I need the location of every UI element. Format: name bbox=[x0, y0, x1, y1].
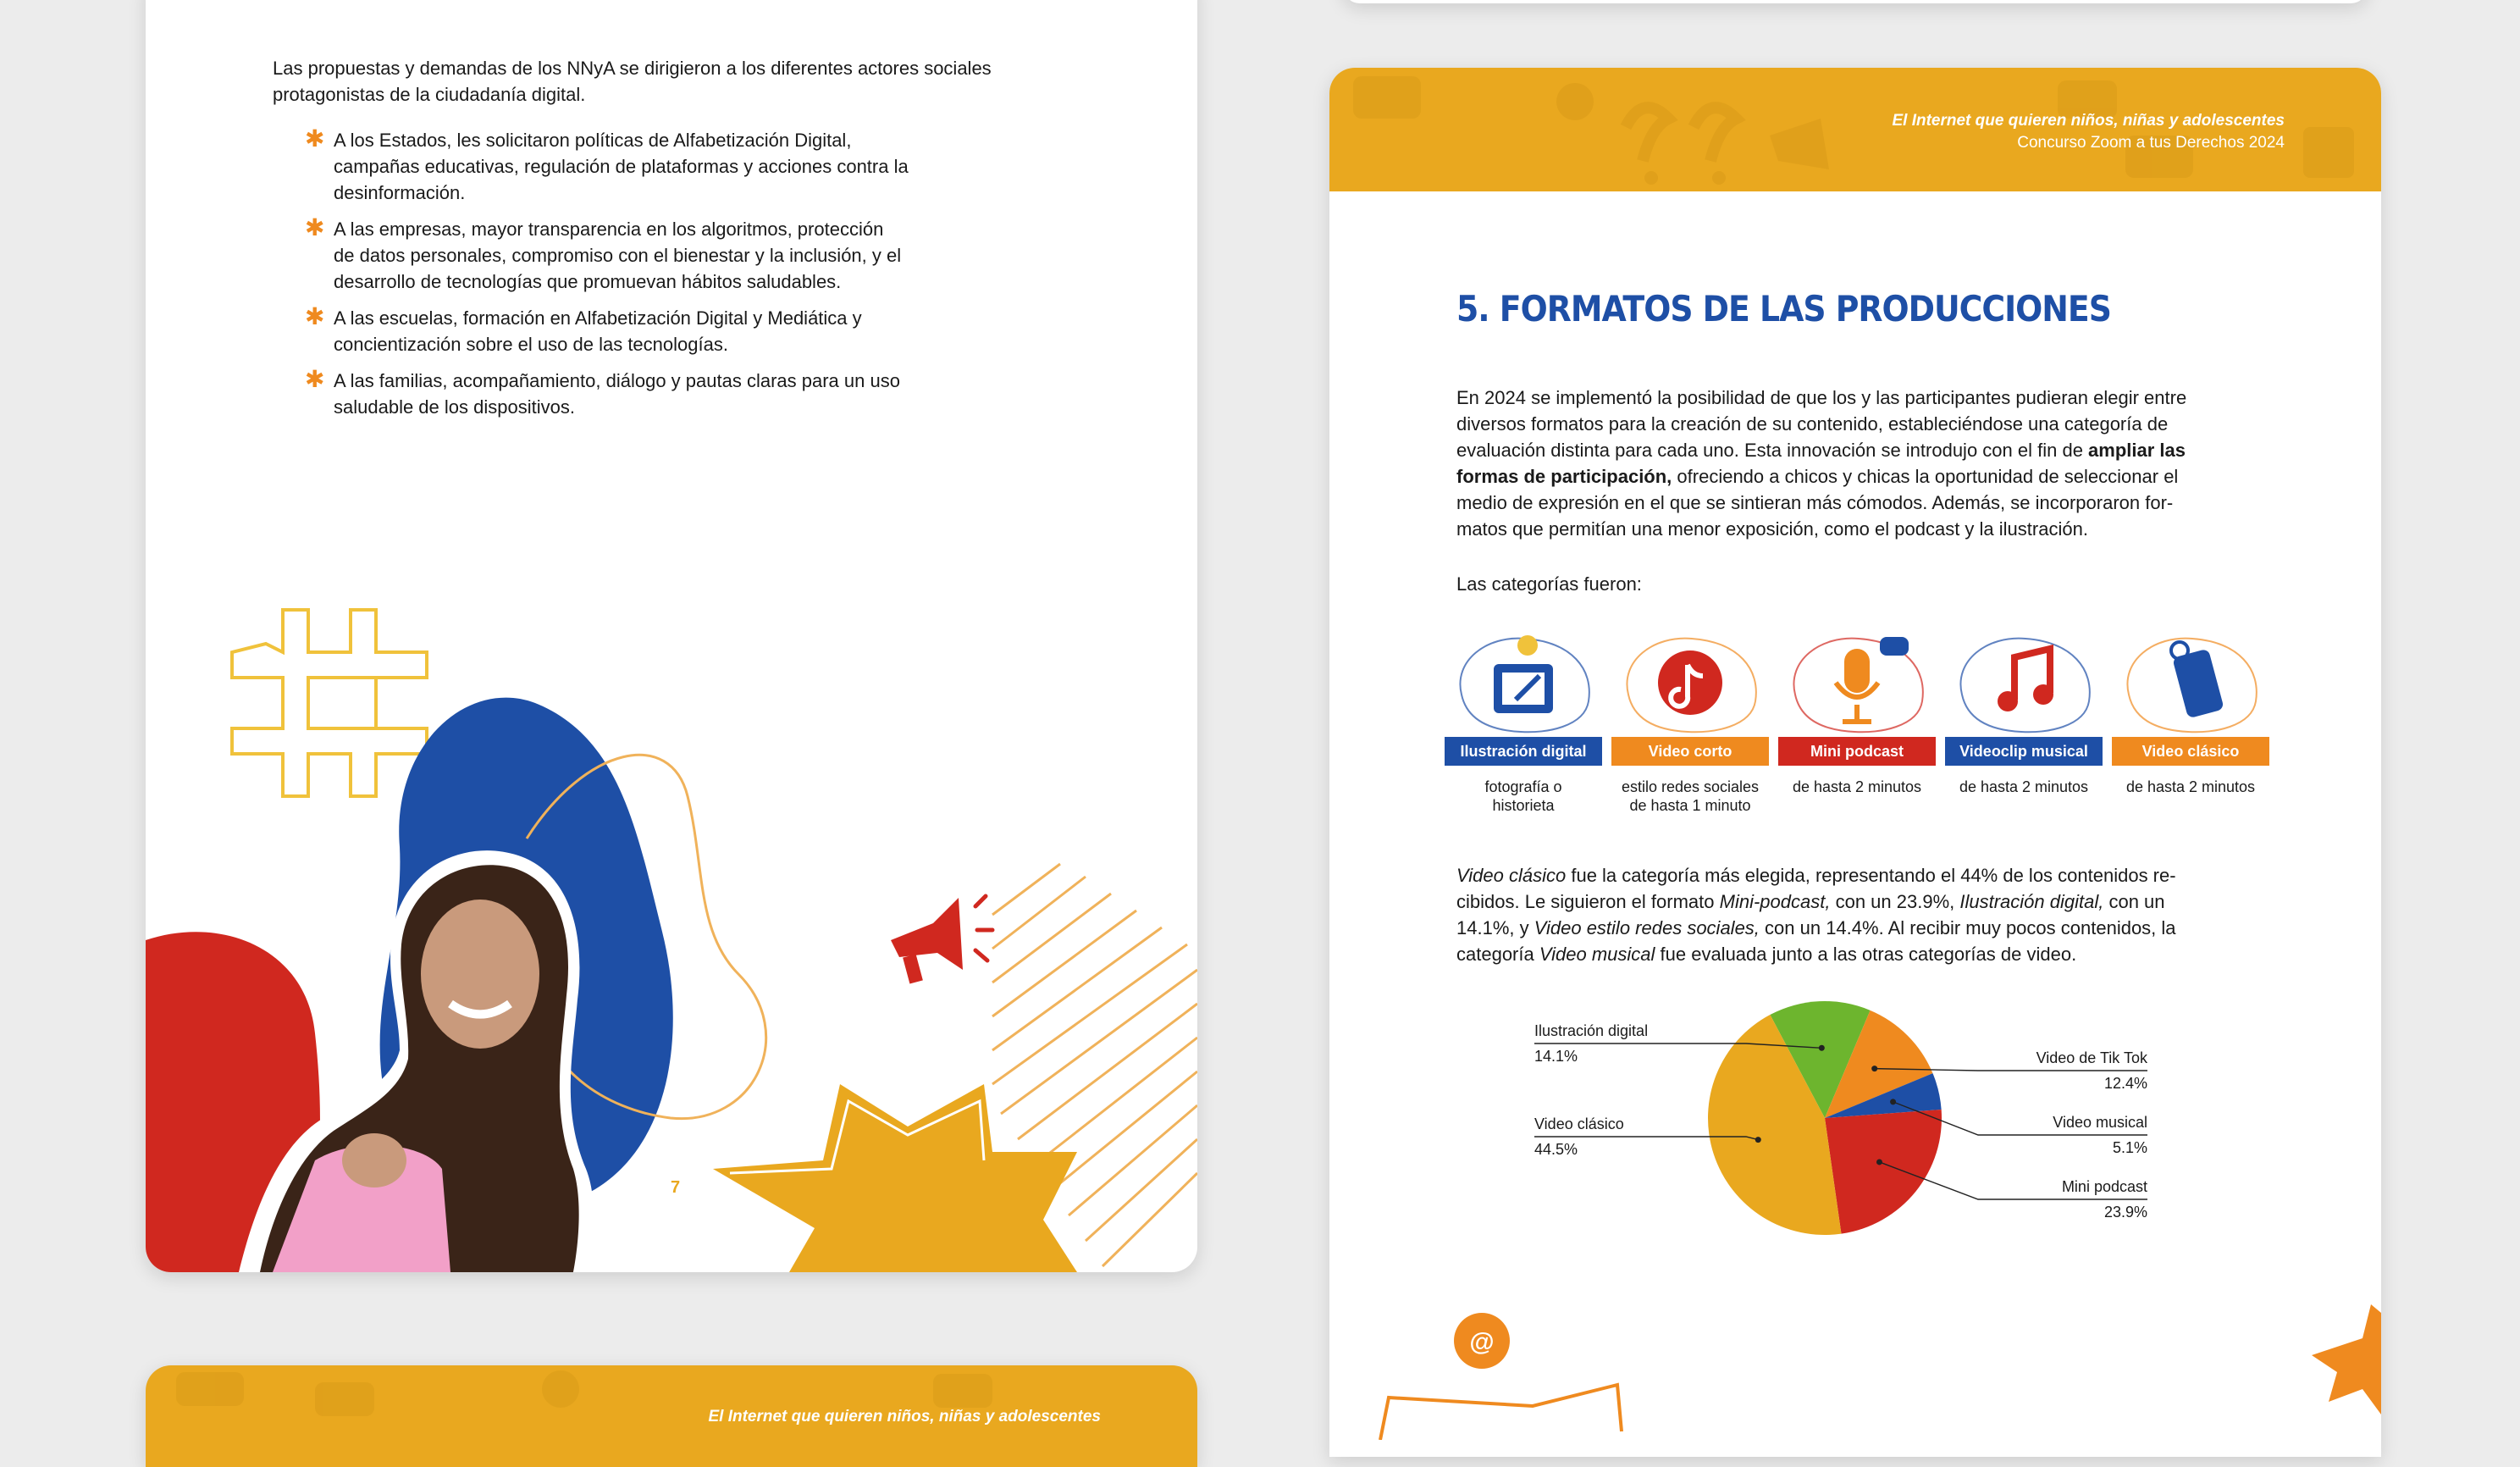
pie-label-name: Video clásico bbox=[1534, 1115, 1624, 1132]
bullet-line: saludable de los dispositivos. bbox=[334, 396, 575, 418]
pie-label-name: Video de Tik Tok bbox=[2036, 1049, 2147, 1066]
text-span: categoría bbox=[1456, 944, 1539, 965]
italic-span: Video clásico bbox=[1456, 865, 1567, 886]
pie-leader-dot bbox=[1871, 1066, 1877, 1071]
category-description bbox=[1611, 778, 1769, 815]
previous-page-edge bbox=[1343, 0, 2368, 3]
star-shape bbox=[713, 1084, 1077, 1272]
at-symbol: @ bbox=[1469, 1328, 1495, 1356]
category-card bbox=[1945, 627, 2103, 796]
document-header-title bbox=[1892, 110, 2285, 154]
category-sub-line: de hasta 1 minuto bbox=[1629, 797, 1751, 814]
bullet-line: desarrollo de tecnologías que promuevan hábitos saludables. bbox=[334, 271, 842, 292]
text-line bbox=[1456, 941, 2176, 967]
category-card bbox=[1778, 627, 1936, 796]
left-page bbox=[146, 0, 1197, 1272]
text-line bbox=[1456, 889, 2176, 915]
category-sub-line: estilo redes sociales bbox=[1621, 778, 1760, 795]
asterisk-icon: ✱ bbox=[305, 214, 325, 241]
pie-label-value: 5.1% bbox=[2112, 1139, 2147, 1156]
asterisk-icon: ✱ bbox=[305, 125, 325, 152]
category-card bbox=[2112, 627, 2269, 796]
asterisk-icon: ✱ bbox=[305, 303, 325, 329]
text-line: En 2024 se implementó la posibilidad de que los y las participantes pudieran elegir entre bbox=[1456, 387, 2187, 408]
categories-intro: Las categorías fueron: bbox=[1456, 573, 1642, 595]
next-page-header bbox=[146, 1365, 1197, 1467]
header-line: Concurso Zoom a tus Derechos 2024 bbox=[2017, 134, 2285, 152]
pie-chart bbox=[1329, 999, 2381, 1279]
category-sub-line: de hasta 2 minutos bbox=[1792, 778, 1922, 795]
hashtag-icon bbox=[232, 610, 427, 796]
music-note-icon bbox=[1945, 627, 2103, 737]
category-sub-line: historieta bbox=[1492, 797, 1555, 814]
header-line: El Internet que quieren niños, niñas y adolescentes bbox=[708, 1408, 1101, 1425]
category-sub-line: fotografía o bbox=[1484, 778, 1562, 795]
decorative-illustration bbox=[146, 0, 1197, 1272]
pie-label bbox=[2036, 1045, 2147, 1096]
intro-line: Las propuestas y demandas de los NNyA se dirigieron a los diferentes actores sociales bbox=[273, 58, 992, 79]
phone-icon bbox=[2112, 627, 2269, 737]
pie-label bbox=[2053, 1110, 2147, 1160]
pie-leader-dot bbox=[1876, 1159, 1882, 1165]
bullet-line: A los Estados, les solicitaron políticas de Alfabetización Digital, bbox=[334, 130, 852, 151]
text-span: evaluación distinta para cada uno. Esta innovación se introdujo con el fin de bbox=[1456, 440, 2089, 461]
text-line bbox=[1456, 437, 2186, 463]
bullet-line: A las escuelas, formación en Alfabetización Digital y Mediática y bbox=[334, 307, 862, 329]
category-description bbox=[1445, 778, 1602, 815]
text-span: fue la categoría más elegida, representando el 44% de los contenidos re- bbox=[1566, 865, 2176, 886]
megaphone-icon bbox=[891, 896, 992, 984]
pie-label-value: 44.5% bbox=[1534, 1141, 1578, 1158]
text-line bbox=[1456, 463, 2186, 490]
category-label: Videoclip musical bbox=[1945, 737, 2103, 766]
category-card bbox=[1445, 627, 1602, 815]
bullet-line: campañas educativas, regulación de plataformas y acciones contra la bbox=[334, 156, 909, 177]
italic-span: Video estilo redes sociales, bbox=[1534, 917, 1760, 938]
pie-label-name: Video musical bbox=[2053, 1114, 2147, 1131]
text-line bbox=[1456, 915, 2176, 941]
page-number: 7 bbox=[671, 1178, 681, 1197]
text-line: diversos formatos para la creación de su contenido, estableciéndose una categoría de bbox=[1456, 413, 2169, 435]
header-band bbox=[1329, 68, 2381, 191]
bottom-decoration bbox=[1329, 1304, 2381, 1440]
pie-label-value: 23.9% bbox=[2103, 1204, 2147, 1221]
pie-slice bbox=[1825, 1110, 1942, 1234]
intro-line: protagonistas de la ciudadanía digital. bbox=[273, 84, 586, 105]
text-span: 14.1%, y bbox=[1456, 917, 1534, 938]
bullet-line: A las familias, acompañamiento, diálogo y pautas claras para un uso bbox=[334, 370, 900, 391]
text-span: fue evaluada junto a las otras categorías de video. bbox=[1655, 944, 2077, 965]
header-line: El Internet que quieren niños, niñas y adolescentes bbox=[1892, 112, 2285, 130]
section-title: 5. FORMATOS DE LAS PRODUCCIONES bbox=[1456, 288, 2111, 329]
right-page bbox=[1329, 68, 2381, 1457]
category-description bbox=[1945, 778, 2103, 796]
italic-span: Mini-podcast, bbox=[1719, 891, 1831, 912]
text-span: con un 14.4%. Al recibir muy pocos contenidos, la bbox=[1759, 917, 2176, 938]
bullet-line: concientización sobre el uso de las tecnologías. bbox=[334, 334, 728, 355]
bullet-line: de datos personales, compromiso con el bienestar y la inclusión, y el bbox=[334, 245, 902, 266]
pie-label-value: 12.4% bbox=[2103, 1075, 2147, 1092]
category-label: Video corto bbox=[1611, 737, 1769, 766]
italic-span: Ilustración digital, bbox=[1959, 891, 2104, 912]
category-label: Ilustración digital bbox=[1445, 737, 1602, 766]
text-span: cibidos. Le siguieron el formato bbox=[1456, 891, 1720, 912]
bold-span: formas de participación, bbox=[1456, 466, 1672, 487]
pie-label-value: 14.1% bbox=[1534, 1048, 1578, 1065]
category-sub-line: de hasta 2 minutos bbox=[2125, 778, 2256, 795]
pie-label-name: Mini podcast bbox=[2061, 1178, 2147, 1195]
text-line bbox=[1456, 862, 2176, 889]
italic-span: Video musical bbox=[1539, 944, 1655, 965]
body-paragraph bbox=[1456, 862, 2176, 967]
pie-label bbox=[1534, 1111, 1624, 1162]
microphone-icon bbox=[1778, 627, 1936, 737]
bold-span: ampliar las bbox=[2088, 440, 2186, 461]
text-span: con un 23.9%, bbox=[1830, 891, 1960, 912]
bullet-line: desinformación. bbox=[334, 182, 466, 203]
pie-leader-dot bbox=[1755, 1137, 1761, 1143]
pie-label bbox=[2062, 1174, 2147, 1225]
star-shape bbox=[2312, 1304, 2381, 1414]
pie-leader-dot bbox=[1819, 1045, 1825, 1051]
category-description bbox=[1778, 778, 1936, 796]
pie-label bbox=[1534, 1018, 1648, 1069]
pie-label-name: Ilustración digital bbox=[1534, 1022, 1649, 1039]
body-paragraph bbox=[1456, 385, 2186, 542]
drawing-tablet-icon bbox=[1445, 627, 1602, 737]
text-line: matos que permitían una menor exposición, como el podcast y la ilustración. bbox=[1456, 518, 2088, 540]
category-label: Mini podcast bbox=[1778, 737, 1936, 766]
category-sub-line: de hasta 2 minutos bbox=[1959, 778, 2089, 795]
asterisk-icon: ✱ bbox=[305, 366, 325, 392]
category-description bbox=[2112, 778, 2269, 796]
bullet-line: A las empresas, mayor transparencia en los algoritmos, protección bbox=[334, 219, 884, 240]
text-span: ofreciendo a chicos y chicas la oportunidad de seleccionar el bbox=[1672, 466, 2179, 487]
category-card bbox=[1611, 627, 1769, 815]
category-label: Video clásico bbox=[2112, 737, 2269, 766]
text-line: medio de expresión en el que se sintieran más cómodos. Además, se incorporaron for- bbox=[1456, 492, 2174, 513]
tiktok-icon bbox=[1611, 627, 1769, 737]
pie-leader-dot bbox=[1890, 1099, 1896, 1104]
text-span: con un bbox=[2103, 891, 2165, 912]
